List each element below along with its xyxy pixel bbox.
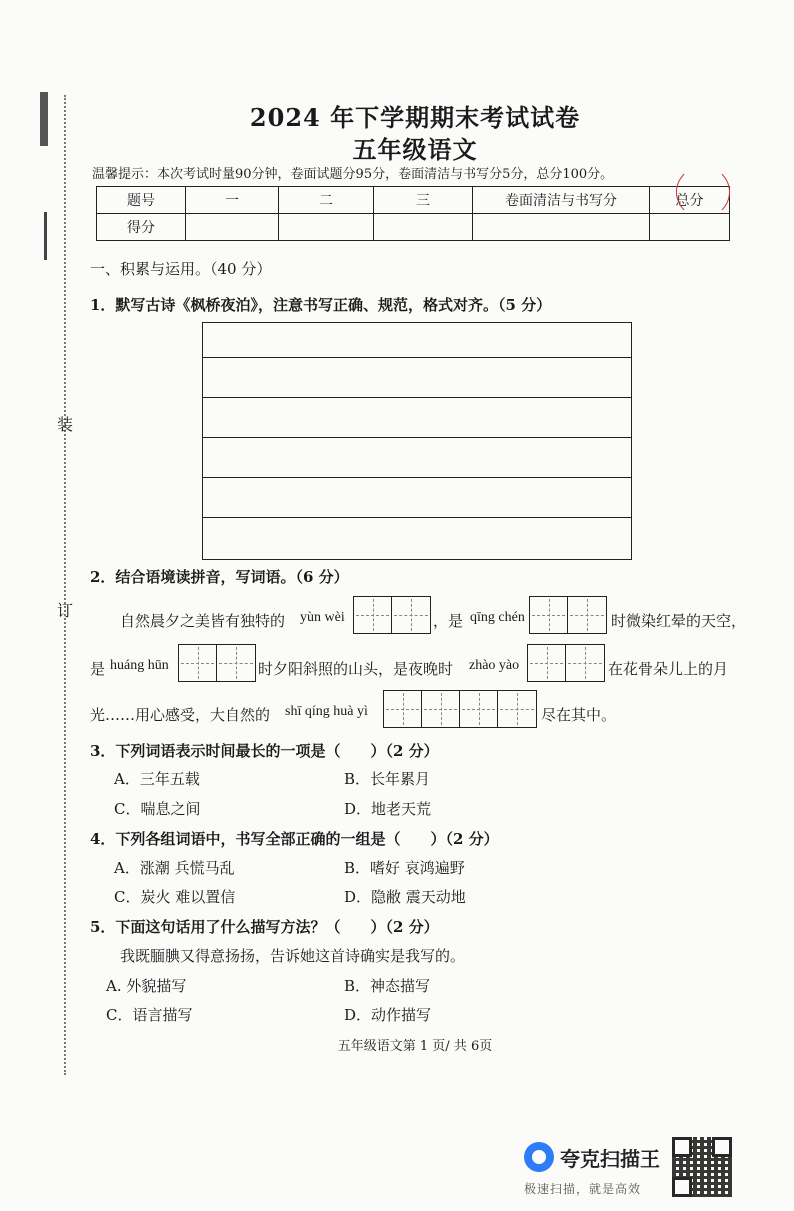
score-header-cell: 二 — [279, 187, 374, 214]
pinyin-answer-box[interactable] — [529, 596, 607, 634]
q3-option-c[interactable]: C．喘息之间 — [114, 800, 201, 818]
q4-option-d[interactable]: D．隐敝 震天动地 — [344, 888, 466, 906]
q2-text: 自然晨夕之美皆有独特的 — [120, 612, 286, 630]
question-3: 3．下列词语表示时间最长的一项是（ ）（2 分） — [90, 742, 439, 760]
q2-pinyin: qīng chén — [470, 610, 525, 625]
q5-option-b[interactable]: B．神态描写 — [344, 977, 431, 995]
q2-pinyin: yùn wèi — [300, 610, 345, 625]
score-header-cell: 一 — [186, 187, 279, 214]
score-table — [96, 186, 730, 241]
scanner-logo-icon — [524, 1142, 554, 1172]
writing-line — [203, 437, 631, 438]
q5-sentence: 我既腼腆又得意扬扬，告诉她这首诗确实是我写的。 — [120, 947, 466, 965]
poem-writing-area[interactable] — [202, 322, 632, 560]
question-4: 4．下列各组词语中，书写全部正确的一组是（ ）（2 分） — [90, 830, 499, 848]
score-input-cell[interactable] — [473, 214, 650, 241]
score-input-cell[interactable] — [279, 214, 374, 241]
q2-text: 时微染红晕的天空， — [611, 612, 747, 630]
q2-text: 尽在其中。 — [541, 706, 617, 724]
char-cell[interactable] — [354, 597, 392, 633]
q3-option-b[interactable]: B．长年累月 — [344, 770, 431, 788]
q2-text: 在花骨朵儿上的月 — [608, 660, 729, 678]
char-cell[interactable] — [530, 597, 568, 633]
char-cell[interactable] — [498, 691, 536, 727]
q5-option-a[interactable]: A. 外貌描写 — [106, 977, 187, 995]
q2-text: 时夕阳斜照的山头，是夜晚时 — [258, 660, 454, 678]
section-heading: 一、积累与运用。（40 分） — [90, 260, 272, 278]
page-footer: 五年级语文第 1 页/ 共 6页 — [337, 1039, 493, 1054]
q4-option-a[interactable]: A．涨潮 兵慌马乱 — [114, 859, 235, 877]
exam-tip: 温馨提示：本次考试时量90分钟，卷面试题分95分，卷面清洁与书写分5分，总分100分。 — [92, 167, 614, 182]
scanner-brand-slogan: 极速扫描，就是高效 — [524, 1182, 642, 1196]
score-input-cell[interactable] — [374, 214, 473, 241]
q4-option-c[interactable]: C．炭火 难以置信 — [114, 888, 236, 906]
question-2: 2．结合语境读拼音，写词语。（6 分） — [90, 568, 349, 586]
score-header-cell: 三 — [374, 187, 473, 214]
binding-char-zhuang: 装 — [57, 415, 74, 434]
q4-option-b[interactable]: B．嗜好 哀鸿遍野 — [344, 859, 465, 877]
char-cell[interactable] — [568, 597, 606, 633]
pinyin-answer-box[interactable] — [178, 644, 256, 682]
char-cell[interactable] — [566, 645, 604, 681]
exam-title: 2024 年下学期期末考试试卷 — [249, 103, 581, 132]
q2-text: 光……用心感受，大自然的 — [90, 706, 271, 724]
score-table-score-row — [97, 214, 730, 241]
char-cell[interactable] — [179, 645, 217, 681]
q5-option-c[interactable]: C．语言描写 — [106, 1006, 193, 1024]
q2-text: 是 — [90, 660, 106, 678]
char-cell[interactable] — [528, 645, 566, 681]
score-input-cell[interactable] — [186, 214, 279, 241]
scanner-brand-title: 夸克扫描王 — [560, 1147, 660, 1171]
char-cell[interactable] — [217, 645, 255, 681]
q5-option-d[interactable]: D．动作描写 — [344, 1006, 432, 1024]
writing-line — [203, 517, 631, 518]
q2-pinyin: zhào yào — [469, 658, 520, 673]
char-cell[interactable] — [392, 597, 430, 633]
q2-text: ，是 — [433, 612, 464, 630]
qr-code-icon[interactable] — [672, 1137, 732, 1197]
binding-char-ding: 订 — [57, 601, 74, 620]
q3-option-d[interactable]: D．地老天荒 — [344, 800, 432, 818]
score-header-cell: 题号 — [97, 187, 186, 214]
question-1: 1．默写古诗《枫桥夜泊》，注意书写正确、规范，格式对齐。（5 分） — [90, 296, 552, 314]
red-ink-mark — [676, 166, 730, 218]
score-input-cell[interactable] — [650, 214, 730, 241]
score-header-cell: 总分 — [650, 187, 730, 214]
binding-dotted-line — [64, 95, 66, 1075]
pinyin-answer-box[interactable] — [527, 644, 605, 682]
char-cell[interactable] — [422, 691, 460, 727]
question-5: 5．下面这句话用了什么描写方法？（ ）（2 分） — [90, 918, 439, 936]
pinyin-answer-box[interactable] — [353, 596, 431, 634]
char-cell[interactable] — [384, 691, 422, 727]
writing-line — [203, 357, 631, 358]
q3-option-a[interactable]: A．三年五载 — [114, 770, 200, 788]
char-cell[interactable] — [460, 691, 498, 727]
score-header-cell: 卷面清洁与书写分 — [473, 187, 650, 214]
exam-subtitle: 五年级语文 — [352, 135, 478, 164]
score-row-label: 得分 — [97, 214, 186, 241]
q2-pinyin: huáng hūn — [110, 658, 169, 673]
pinyin-answer-box[interactable] — [383, 690, 537, 728]
q2-pinyin: shī qíng huà yì — [285, 704, 368, 719]
writing-line — [203, 397, 631, 398]
score-table-header-row — [97, 187, 730, 214]
writing-line — [203, 477, 631, 478]
binding-tick — [44, 212, 47, 260]
